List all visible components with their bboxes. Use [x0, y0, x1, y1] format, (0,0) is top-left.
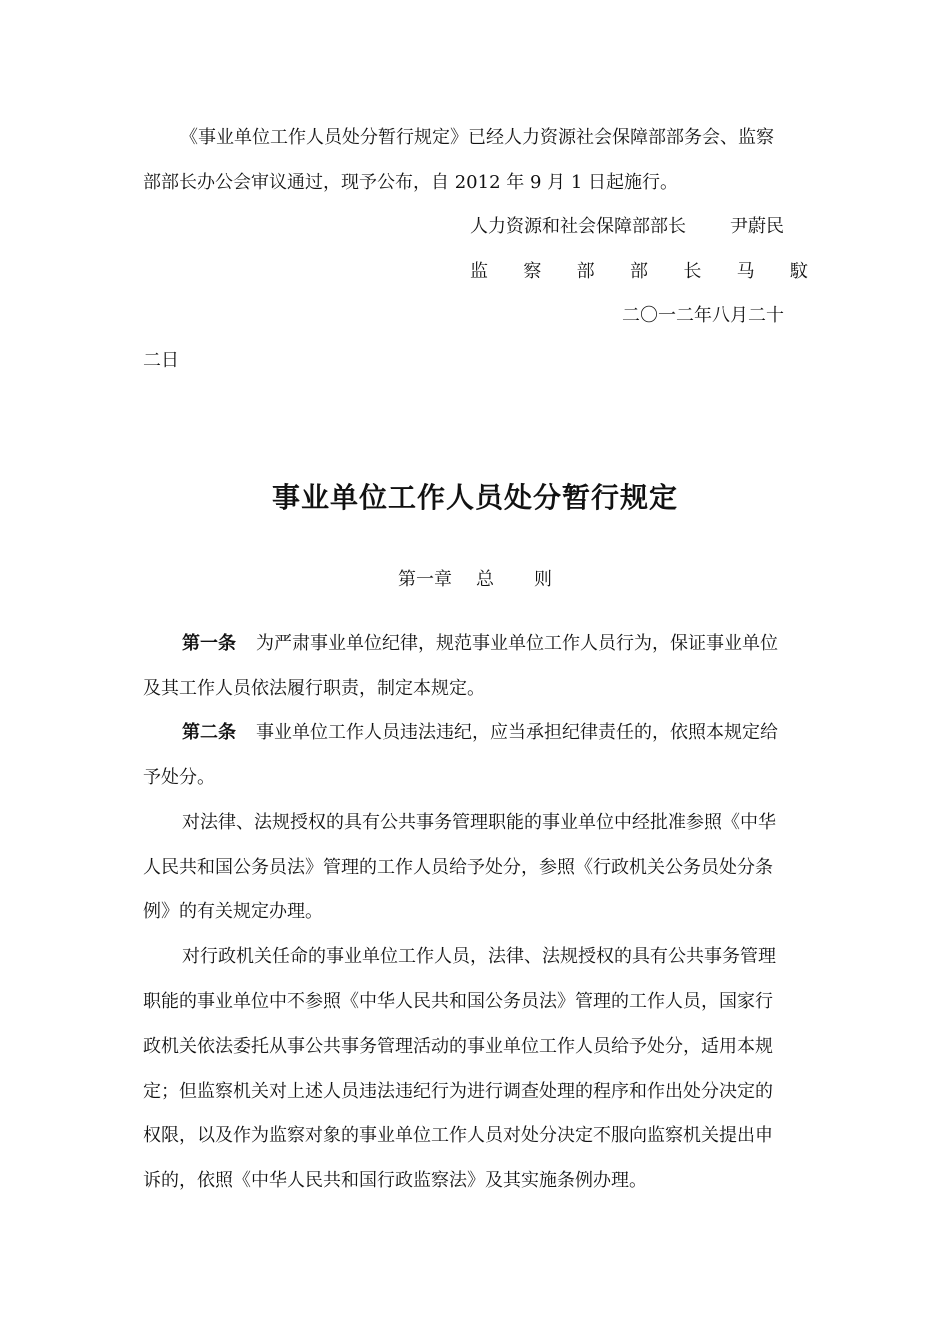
- signature-char: 监: [470, 261, 488, 282]
- signature-char: 马: [736, 261, 755, 282]
- paragraph-b-line-3: 政机关依法委托从事公共事务管理活动的事业单位工作人员给予处分，适用本规: [143, 1036, 773, 1057]
- signature-char: 长: [683, 261, 702, 282]
- signature-char: 部: [576, 261, 595, 282]
- article-1-label: 第一条: [182, 633, 236, 654]
- article-1-text: 为严肃事业单位纪律，规范事业单位工作人员行为，保证事业单位: [256, 633, 778, 654]
- chapter-name-part-1: 总: [476, 569, 494, 590]
- chapter-heading: [0, 568, 950, 592]
- paragraph-a-line-3: 例》的有关规定办理。: [143, 901, 323, 922]
- paragraph-a-line-1: 对法律、法规授权的具有公共事务管理职能的事业单位中经批准参照《中华: [182, 812, 776, 833]
- paragraph-b-line-1: 对行政机关任命的事业单位工作人员，法律、法规授权的具有公共事务管理: [182, 946, 776, 967]
- paragraph-b-line-4: 定；但监察机关对上述人员违法违纪行为进行调查处理的程序和作出处分决定的: [143, 1081, 773, 1102]
- hr-minister-title: 人力资源和社会保障部部长: [470, 216, 686, 237]
- article-1-line-2: 及其工作人员依法履行职责，制定本规定。: [143, 678, 485, 699]
- signature-date-line-2: 二日: [143, 350, 179, 371]
- document-title: 事业单位工作人员处分暂行规定: [271, 481, 678, 514]
- signature-char: 察: [523, 261, 542, 282]
- paragraph-a-line-2: 人民共和国公务员法》管理的工作人员给予处分，参照《行政机关公务员处分条: [143, 857, 773, 878]
- paragraph-b-line-5: 权限，以及作为监察对象的事业单位工作人员对处分决定不服向监察机关提出申: [143, 1125, 773, 1146]
- announcement-line-2: 部部长办公会审议通过，现予公布，自 2012 年 9 月 1 日起施行。: [143, 172, 679, 193]
- article-2-text: 事业单位工作人员违法违纪，应当承担纪律责任的，依照本规定给: [256, 722, 778, 743]
- article-2-line-2: 予处分。: [143, 767, 215, 788]
- signature-date-line-1: 二〇一二年八月二十: [622, 305, 784, 326]
- article-2-line-1: [182, 721, 778, 745]
- announcement-line-1: 《事业单位工作人员处分暂行规定》已经人力资源社会保障部部务会、监察: [180, 127, 774, 148]
- paragraph-b-line-6: 诉的，依照《中华人民共和国行政监察法》及其实施条例办理。: [143, 1170, 647, 1191]
- hr-minister-name: 尹蔚民: [730, 216, 784, 237]
- article-1-line-1: [182, 632, 778, 656]
- paragraph-b-line-2: 职能的事业单位中不参照《中华人民共和国公务员法》管理的工作人员，国家行: [143, 991, 773, 1012]
- chapter-name-part-2: 则: [534, 569, 552, 590]
- chapter-number: 第一章: [398, 569, 452, 590]
- signature-char: 馼: [789, 261, 808, 282]
- supervision-minister-line: [470, 260, 808, 284]
- article-2-label: 第二条: [182, 722, 236, 743]
- signature-char: 部: [629, 261, 648, 282]
